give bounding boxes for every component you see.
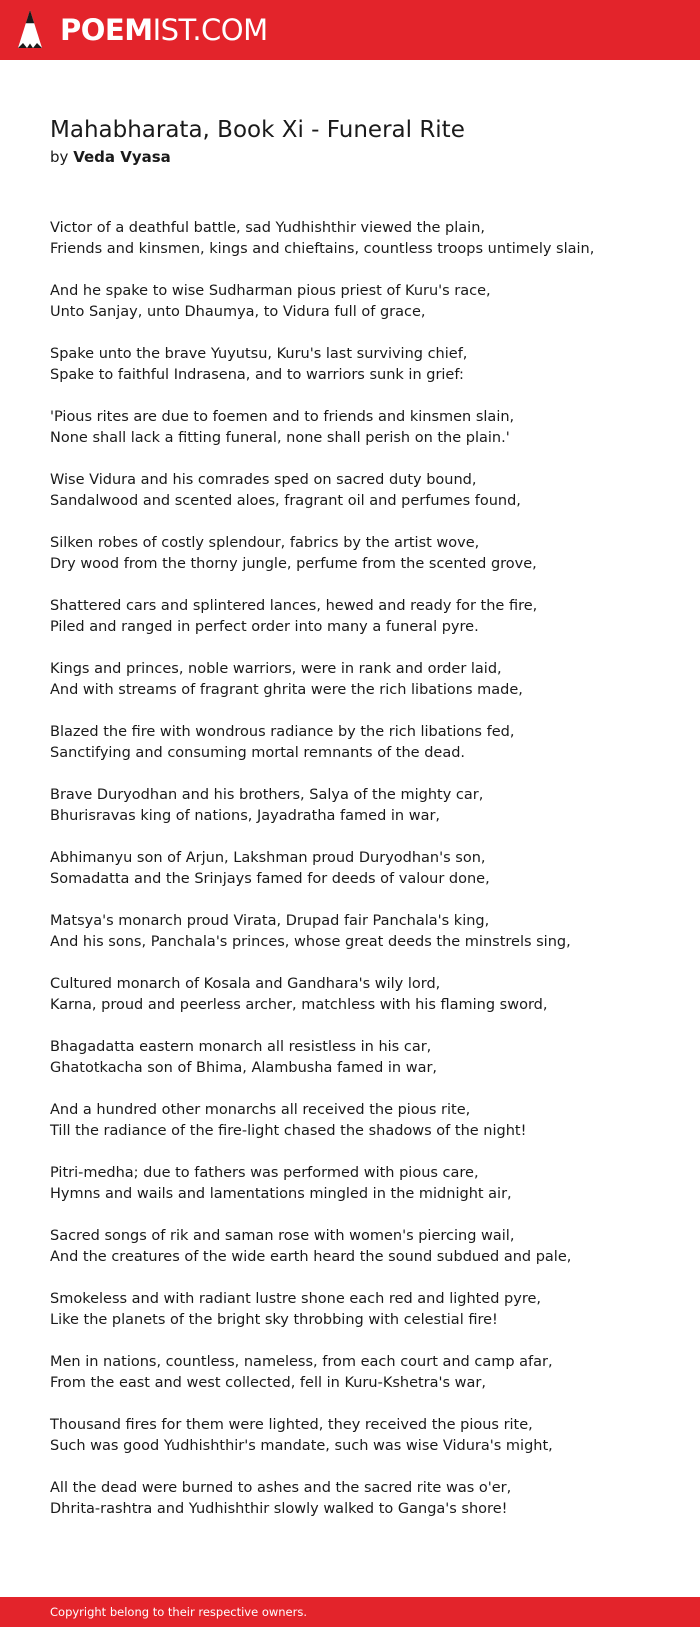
poem-line: Bhurisravas king of nations, Jayadratha famed in war, bbox=[50, 808, 441, 824]
poem-line: Brave Duryodhan and his brothers, Salya of the mighty car, bbox=[50, 787, 484, 803]
poem-line: Unto Sanjay, unto Dhaumya, to Vidura full of grace, bbox=[50, 304, 426, 320]
poem-title: Mahabharata, Book Xi - Funeral Rite bbox=[50, 117, 465, 143]
poem-line: Dry wood from the thorny jungle, perfume from the scented grove, bbox=[50, 556, 537, 572]
stanza bbox=[50, 470, 660, 512]
logo-light-part: IST.COM bbox=[152, 13, 268, 47]
poem-line: Sandalwood and scented aloes, fragrant oil and perfumes found, bbox=[50, 493, 521, 509]
poem-line: 'Pious rites are due to foemen and to friends and kinsmen slain, bbox=[50, 409, 515, 425]
stanza bbox=[50, 1415, 660, 1457]
stanza bbox=[50, 407, 660, 449]
poem-line: Somadatta and the Srinjays famed for deeds of valour done, bbox=[50, 871, 490, 887]
stanza bbox=[50, 281, 660, 323]
poem-line: Kings and princes, noble warriors, were in rank and order laid, bbox=[50, 661, 502, 677]
poem-line: And the creatures of the wide earth heard the sound subdued and pale, bbox=[50, 1249, 572, 1265]
stanza bbox=[50, 722, 660, 764]
poem-line: Victor of a deathful battle, sad Yudhishthir viewed the plain, bbox=[50, 220, 486, 236]
stanza bbox=[50, 1478, 660, 1520]
poem-line: Cultured monarch of Kosala and Gandhara's wily lord, bbox=[50, 976, 441, 992]
site-logo-text bbox=[60, 8, 268, 52]
poem-line: Smokeless and with radiant lustre shone each red and lighted pyre, bbox=[50, 1291, 542, 1307]
poem-line: Pitri-medha; due to fathers was performed with pious care, bbox=[50, 1165, 479, 1181]
site-footer bbox=[0, 1597, 700, 1627]
stanza bbox=[50, 911, 660, 953]
poem-line: From the east and west collected, fell in Kuru-Kshetra's war, bbox=[50, 1375, 486, 1391]
stanza bbox=[50, 659, 660, 701]
logo-bold-part: POEM bbox=[60, 13, 153, 47]
poem-line: Ghatotkacha son of Bhima, Alambusha famed in war, bbox=[50, 1060, 438, 1076]
stanza bbox=[50, 1226, 660, 1268]
site-header bbox=[0, 0, 700, 60]
poem-line: Blazed the fire with wondrous radiance by the rich libations fed, bbox=[50, 724, 515, 740]
poem-line: Sacred songs of rik and saman rose with women's piercing wail, bbox=[50, 1228, 515, 1244]
poem-line: Sanctifying and consuming mortal remnants of the dead. bbox=[50, 745, 466, 761]
poem-line: None shall lack a fitting funeral, none shall perish on the plain.' bbox=[50, 430, 510, 446]
poem-line: Thousand fires for them were lighted, they received the pious rite, bbox=[50, 1417, 533, 1433]
poem-line: And his sons, Panchala's princes, whose great deeds the minstrels sing, bbox=[50, 934, 571, 950]
stanza bbox=[50, 974, 660, 1016]
poem-line: Karna, proud and peerless archer, matchless with his flaming sword, bbox=[50, 997, 548, 1013]
pencil-tip-icon bbox=[16, 8, 44, 52]
stanza bbox=[50, 1163, 660, 1205]
poem-line: All the dead were burned to ashes and the sacred rite was o'er, bbox=[50, 1480, 512, 1496]
copyright-text: Copyright belong to their respective owners. bbox=[50, 1605, 308, 1619]
stanza bbox=[50, 1352, 660, 1394]
poem-line: Dhrita-rashtra and Yudhishthir slowly walked to Ganga's shore! bbox=[50, 1501, 508, 1517]
stanza bbox=[50, 848, 660, 890]
poem-line: Friends and kinsmen, kings and chieftains, countless troops untimely slain, bbox=[50, 241, 595, 257]
by-label: by bbox=[50, 148, 69, 166]
stanza bbox=[50, 1037, 660, 1079]
poem-line: Men in nations, countless, nameless, from each court and camp afar, bbox=[50, 1354, 553, 1370]
byline bbox=[50, 146, 660, 168]
poem-line: Like the planets of the bright sky throbbing with celestial fire! bbox=[50, 1312, 498, 1328]
poem-line: Shattered cars and splintered lances, hewed and ready for the fire, bbox=[50, 598, 538, 614]
poem-body bbox=[50, 218, 660, 1541]
stanza bbox=[50, 785, 660, 827]
stanza bbox=[50, 596, 660, 638]
stanza bbox=[50, 218, 660, 260]
stanza bbox=[50, 1100, 660, 1142]
poem-line: Matsya's monarch proud Virata, Drupad fair Panchala's king, bbox=[50, 913, 490, 929]
poem-line: Bhagadatta eastern monarch all resistless in his car, bbox=[50, 1039, 432, 1055]
stanza bbox=[50, 344, 660, 386]
poem-line: Piled and ranged in perfect order into many a funeral pyre. bbox=[50, 619, 479, 635]
poem-line: Hymns and wails and lamentations mingled in the midnight air, bbox=[50, 1186, 512, 1202]
stanza bbox=[50, 533, 660, 575]
stanza bbox=[50, 1289, 660, 1331]
poem-line: Abhimanyu son of Arjun, Lakshman proud Duryodhan's son, bbox=[50, 850, 486, 866]
poem-line: Spake unto the brave Yuyutsu, Kuru's last surviving chief, bbox=[50, 346, 468, 362]
poem-line: Wise Vidura and his comrades sped on sacred duty bound, bbox=[50, 472, 477, 488]
poem-line: Spake to faithful Indrasena, and to warriors sunk in grief: bbox=[50, 367, 464, 383]
poem-line: And with streams of fragrant ghrita were the rich libations made, bbox=[50, 682, 523, 698]
poem-line: And he spake to wise Sudharman pious priest of Kuru's race, bbox=[50, 283, 491, 299]
poem-line: And a hundred other monarchs all received the pious rite, bbox=[50, 1102, 471, 1118]
poem-line: Silken robes of costly splendour, fabrics by the artist wove, bbox=[50, 535, 480, 551]
site-logo-link[interactable] bbox=[16, 8, 268, 52]
poem-line: Till the radiance of the fire-light chased the shadows of the night! bbox=[50, 1123, 527, 1139]
author-name: Veda Vyasa bbox=[73, 148, 171, 166]
poem-line: Such was good Yudhishthir's mandate, such was wise Vidura's might, bbox=[50, 1438, 553, 1454]
poem-content bbox=[50, 114, 660, 1517]
